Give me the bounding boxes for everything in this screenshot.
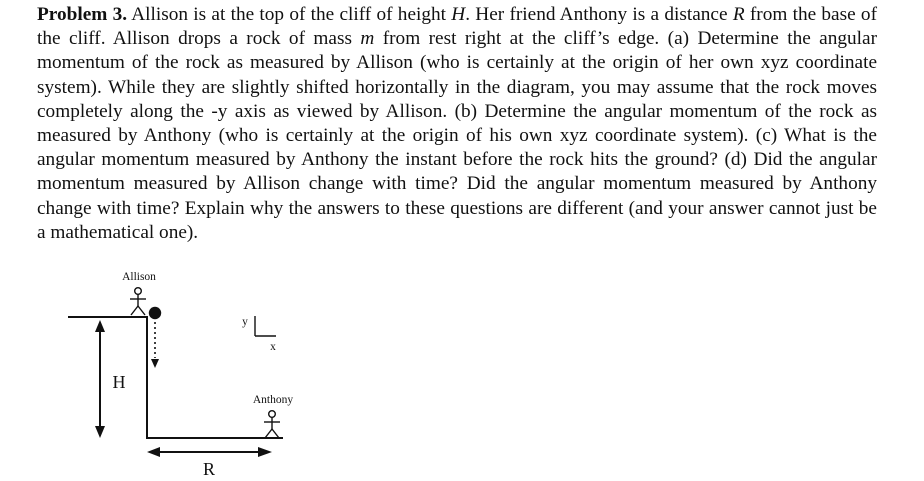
problem-text-4: from rest right at the cliff’s edge. (a) Determine the angular momentum of the rock as measured by Allison (who is certainly at the origin of her own xyz coordinate system). While they are slightly shifted horizontally in the diagram, you may assume that the rock moves completely along the -y axis as viewed by Allison. (b) Determine the angular momentum of the rock as measured by Anthony (who is certainly at the origin of his own xyz coordinate system). (c) What is the angular momentum measured by Anthony the instant before the rock hits the ground? (d) Did the angular momentum measured by Allison change with time? Did the angular momentum measured by Anthony change with time? Explain why the answers to these questions are different (and your answer cannot just be a mathematical one).	[37, 28, 877, 243]
variable-R: R	[732, 4, 745, 25]
axis-y-label: y	[242, 316, 248, 328]
height-label: H	[112, 372, 126, 392]
variable-H: H	[451, 4, 466, 25]
distance-arrow-head-left	[147, 447, 160, 457]
rock	[149, 307, 161, 319]
axes-indicator	[255, 316, 276, 336]
rock-drop-arrowhead	[151, 359, 159, 368]
problem-label: Problem 3.	[37, 4, 128, 25]
allison-label: Allison	[122, 271, 156, 283]
anthony-figure	[264, 411, 280, 438]
variable-m: m	[360, 28, 375, 50]
problem-text-3: from the base of the cliff. Allison drops a rock of mass	[37, 4, 877, 50]
distance-label: R	[202, 459, 216, 479]
anthony-label: Anthony	[252, 394, 294, 406]
allison-figure	[130, 288, 146, 315]
problem-text-2: . Her friend Anthony is a distance	[465, 4, 733, 25]
problem-text-1: Allison is at the top of the cliff of height	[127, 4, 452, 25]
axis-x-label: x	[270, 341, 276, 353]
height-arrow-head-top	[95, 320, 105, 332]
height-arrow-head-bottom	[95, 426, 105, 438]
distance-arrow-head-right	[258, 447, 272, 457]
